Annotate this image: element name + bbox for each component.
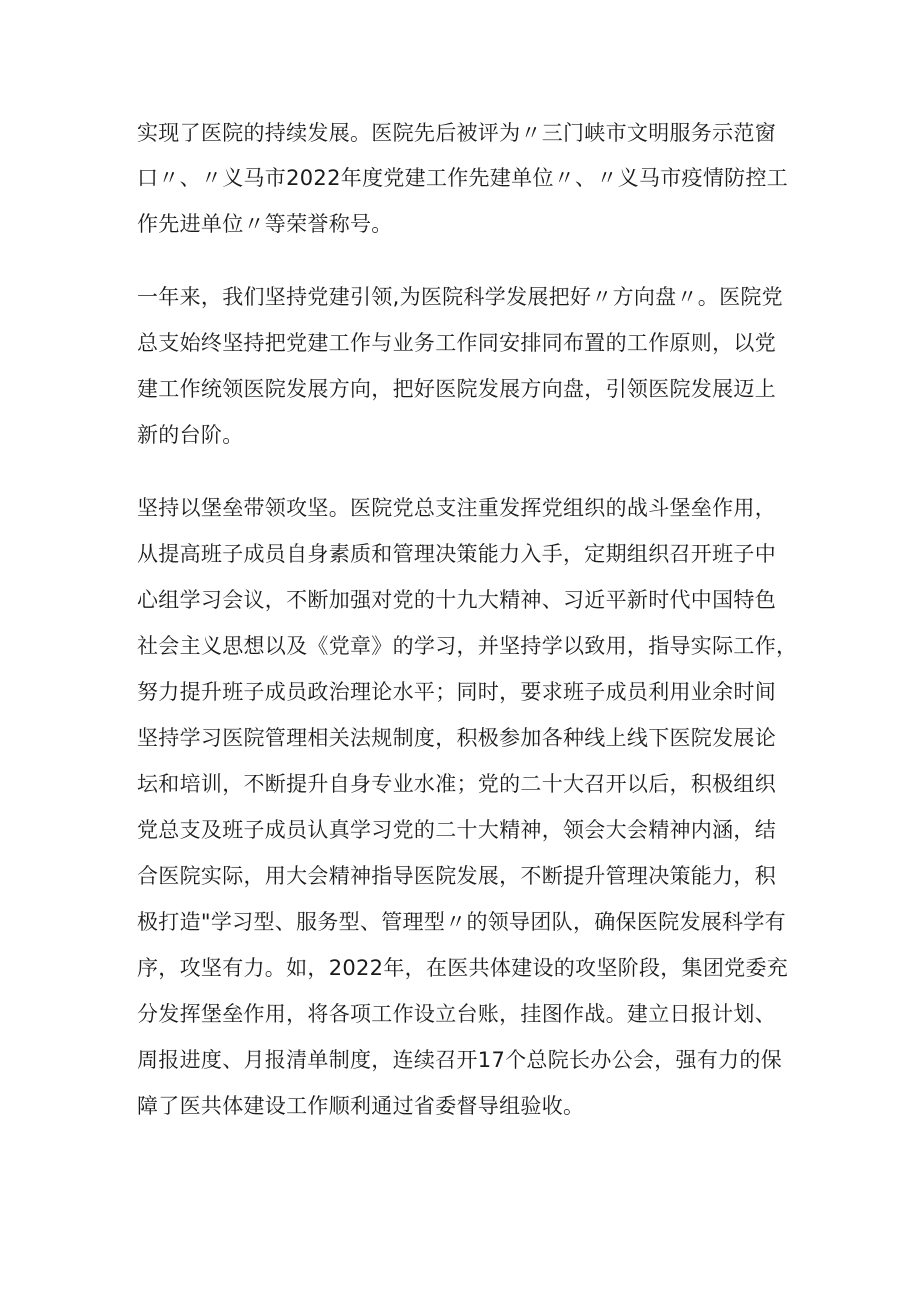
paragraph-2-line-2: 总支始终坚持把党建工作与业务工作同安排同布置的工作原则，以党 <box>137 331 776 355</box>
paragraph-3-line-13: 周报进度、月报清单制度，连续召开17个总院长办公会，强有力的保 <box>137 1048 783 1072</box>
paragraph-3-line-9: 合医院实际，用大会精神指导医院发展，不断提升管理决策能力，积 <box>137 864 776 888</box>
paragraph-1-line-1: 实现了医院的持续发展。医院先后被评为〃三门峡市文明服务示范窗 <box>137 121 776 145</box>
paragraph-1-line-3: 作先进单位〃等荣誉称号。 <box>137 212 393 236</box>
paragraph-3-line-8: 党总支及班子成员认真学习党的二十大精神，领会大会精神内涵，结 <box>137 818 776 842</box>
paragraph-3-line-14: 障了医共体建设工作顺利通过省委督导组验收。 <box>137 1094 585 1118</box>
paragraph-2-line-4: 新的台阶。 <box>137 423 244 447</box>
paragraph-3-line-3: 心组学习会议，不断加强对党的十九大精神、习近平新时代中国特色 <box>137 588 776 612</box>
paragraph-3-line-4: 社会主义思想以及《党章》的学习，并坚持学以致用，指导实际工作， <box>137 634 798 658</box>
paragraph-3-line-2: 从提高班子成员自身素质和管理决策能力入手，定期组织召开班子中 <box>137 542 776 566</box>
paragraph-1-line-2: 口〃、〃义马市2022年度党建工作先建单位〃、〃义马市疫情防控工 <box>137 166 789 190</box>
paragraph-3-line-10: 极打造"学习型、服务型、管理型〃的领导团队，确保医院发展科学有 <box>137 910 786 934</box>
paragraph-3-line-6: 坚持学习医院管理相关法规制度，积极参加各种线上线下医院发展论 <box>137 726 776 750</box>
paragraph-2-line-3: 建工作统领医院发展方向，把好医院发展方向盘，引领医院发展迈上 <box>137 377 776 401</box>
paragraph-2-line-1: 一年来，我们坚持党建引领,为医院科学发展把好〃方向盘〃。医院党 <box>137 285 783 309</box>
paragraph-3-line-11: 序，攻坚有力。如，2022年，在医共体建设的攻坚阶段，集团党委充 <box>137 956 789 980</box>
paragraph-3-line-12: 分发挥堡垒作用，将各项工作设立台账，挂图作战。建立日报计划、 <box>137 1002 776 1026</box>
paragraph-3-line-5: 努力提升班子成员政治理论水平；同时，要求班子成员利用业余时间 <box>137 680 776 704</box>
paragraph-3-line-1: 坚持以堡垒带领攻坚。医院党总支注重发挥党组织的战斗堡垒作用， <box>137 496 776 520</box>
paragraph-3-line-7: 坛和培训，不断提升自身专业水准；党的二十大召开以后，积极组织 <box>137 772 776 796</box>
